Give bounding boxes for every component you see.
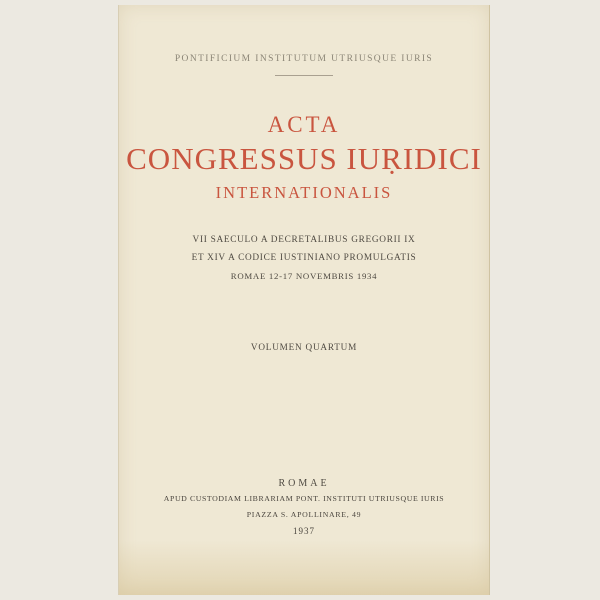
book-cover xyxy=(118,5,490,595)
subtitle-line-1: VII SAECULO A DECRETALIBUS GREGORII IX xyxy=(192,235,416,245)
title-acta: ACTA xyxy=(267,112,341,137)
header-rule xyxy=(275,75,333,76)
subtitle-line-2: ET XIV A CODICE IUSTINIANO PROMULGATIS xyxy=(191,253,417,263)
publisher-address: PIAZZA S. APOLLINARE, 49 xyxy=(246,510,362,519)
publisher-city: ROMAE xyxy=(278,478,330,489)
title-internationalis: INTERNATIONALIS xyxy=(215,183,393,202)
volume-label: VOLUMEN QUARTUM xyxy=(250,342,358,352)
publisher-name: APUD CUSTODIAM LIBRARIAM PONT. INSTITUTI UTRIUSQUE IURIS xyxy=(163,494,445,503)
title-congressus: CONGRESSUS IUṚIDICI xyxy=(126,141,482,176)
publication-year: 1937 xyxy=(293,526,315,536)
institute-header: PONTIFICIUM INSTITUTUM UTRIUSQUE IURIS xyxy=(174,54,434,64)
subtitle-line-3: ROMAE 12-17 NOVEMBRIS 1934 xyxy=(230,271,378,281)
